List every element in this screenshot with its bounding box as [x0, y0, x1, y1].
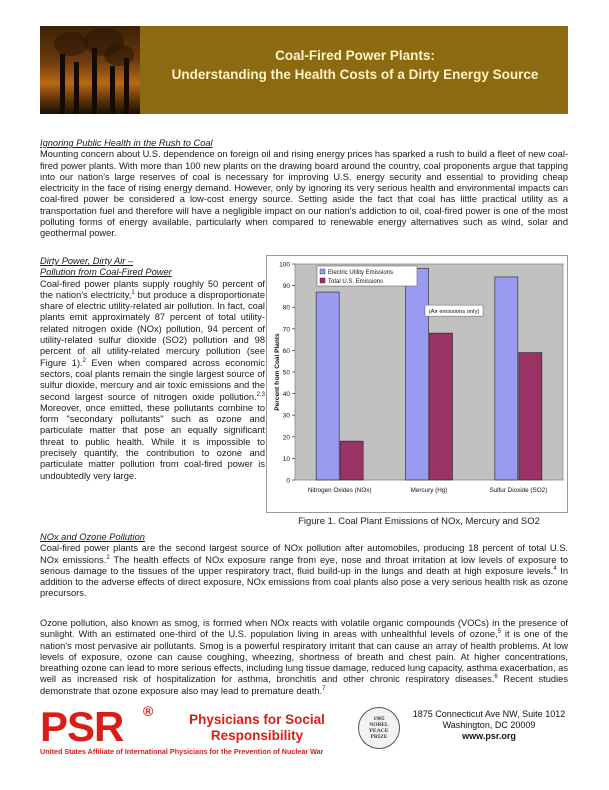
figure-caption: Figure 1. Coal Plant Emissions of NOx, Mercury and SO2	[298, 516, 540, 527]
legend-swatch	[320, 278, 325, 283]
bar-total-us	[430, 333, 453, 480]
y-tick-label: 40	[282, 391, 290, 399]
emissions-chart	[266, 255, 568, 513]
y-tick-label: 20	[282, 434, 290, 442]
org-name-line-2: Responsibility	[210, 728, 304, 743]
y-tick-label: 50	[282, 369, 290, 377]
legend-swatch	[320, 269, 325, 274]
y-axis-label: Percent from Coal Plants	[274, 333, 281, 411]
address-line-2: Washington, DC 20009	[442, 720, 536, 730]
x-tick-label: Sulfur Dioxide (SO2)	[489, 487, 548, 494]
x-tick-label: Nitrogen Oxides (NOx)	[307, 487, 372, 494]
y-tick-label: 10	[282, 455, 290, 463]
intro-section	[40, 138, 568, 240]
y-tick-label: 0	[286, 477, 290, 485]
footnote-ref: 5	[497, 629, 501, 636]
ozone-text-2: it is one of the nation's most pervasive air pollutants. Smog is a powerful respiratory irritant that can cause an array of health problems. At low levels of exposure, ozone can cause coughing, wheezing, shortness of breath and chest pain. At higher concentrations, breathing ozone can lead to more serious effects, including lung tissue damage, reduced lung capacity, asthma exacerbation, as well as increased risk of hospitalization for asthma, bronchitis and other chronic respiratory diseases.	[40, 629, 568, 685]
page-title	[146, 46, 564, 84]
y-tick-label: 30	[282, 412, 290, 420]
title-line-2: Understanding the Health Costs of a Dirty Energy Source	[171, 67, 539, 82]
dirty-power-paragraph	[40, 279, 265, 482]
seal-year: 1985	[373, 715, 385, 722]
dirty-power-heading-2: Pollution from Coal-Fired Power	[40, 267, 172, 278]
header-banner	[40, 26, 568, 114]
intro-heading: Ignoring Public Health in the Rush to Coal	[40, 138, 213, 148]
nox-paragraph	[40, 543, 568, 599]
y-tick-label: 70	[282, 326, 290, 334]
emissions-chart-svg	[267, 256, 567, 512]
dirty-text-2: but produce a disproportionate share of electric utility-related air pollution. In fact, coal plants emit approximately 87 percent of total utility-related nitrogen oxide (NOx) pollution, 94 percent of utility-related sulfur dioxide (SO2) pollution and 98 percent of all utility-related mercury pollution (see Figure 1).	[40, 289, 265, 368]
ozone-paragraph	[40, 618, 568, 697]
chart-annotation: (Air emissions only)	[428, 309, 480, 316]
psr-logo: PSR	[40, 703, 124, 750]
dirty-power-heading-1: Dirty Power, Dirty Air –	[40, 256, 134, 266]
affiliation-text: United States Affiliate of International Physicians for the Prevention of Nuclear War	[40, 747, 324, 756]
ozone-section	[40, 618, 568, 697]
seal-line-1: NOBEL	[369, 721, 389, 728]
footnote-ref: 7	[322, 685, 326, 692]
footnote-ref: 2	[82, 357, 86, 364]
legend-label: Electric Utility Emissions	[328, 270, 394, 276]
intro-paragraph: Mounting concern about U.S. dependence on foreign oil and rising energy prices has sparked a rush to build a fleet of new coal-fired power plants. With more than 100 new plants on the drawing board around the country, coal proponents argue that tapping into our nation's large reserves of coal is necessary for improving U.S. energy security and essential to providing cheap electricity in the face of rising energy demand. However, only by ignoring its very serious health and environmental impacts can coal-fired power be considered a low-cost energy source. Setting aside the fact that coal has little practical utility as a transportation fuel and therefore will have a negligible impact on our nation's addiction to oil, coal-fired power is one of the most polluting forms of energy available, particularly when compared to renewable energy alternatives such as wind, solar and geothermal power.	[40, 149, 568, 239]
nobel-prize-seal	[358, 707, 400, 749]
ozone-text-1: Ozone pollution, also known as smog, is formed when NOx reacts with volatile organic compounds (VOCs) in the presence of sunlight. With an estimated one-third of the U.S. population living in areas with unhealthful levels of ozone,	[40, 618, 568, 640]
dirty-power-section	[40, 256, 265, 482]
nox-text-3: In addition to the adverse effects of direct exposure, NOx emissions from coal plants also pose a very serious health risk as ozone precursors.	[40, 565, 568, 599]
address-line-1: 1875 Connecticut Ave NW, Suite 1012	[412, 709, 566, 719]
address-block	[410, 709, 568, 742]
website-link[interactable]: www.psr.org	[462, 731, 516, 741]
nox-section	[40, 532, 568, 600]
bar-total-us	[519, 353, 542, 480]
nox-text-1: Coal-fired power plants are the second largest source of NOx pollution after automobiles, producing 18 percent of total U.S. NOx emissions.	[40, 543, 568, 565]
footnote-ref: 6	[494, 674, 498, 681]
bar-electric-utility	[316, 292, 339, 480]
title-line-1: Coal-Fired Power Plants:	[275, 48, 435, 63]
y-tick-label: 80	[282, 304, 290, 312]
smokestacks-photo	[40, 26, 140, 114]
dirty-text-3: Even when compared across economic sectors, coal plants remain the single largest source of sulfur dioxide, mercury and air toxic emissions and the second largest source of nitrogen oxide pollution.	[40, 357, 265, 402]
nox-heading: NOx and Ozone Pollution	[40, 532, 145, 542]
y-tick-label: 90	[282, 283, 290, 291]
bar-total-us	[340, 441, 363, 480]
seal-line-2: PEACE	[369, 728, 389, 734]
bar-electric-utility	[495, 277, 518, 480]
y-tick-label: 60	[282, 347, 290, 355]
dirty-text-1: Coal-fired power plants supply roughly 50 percent of the nation's electricity,	[40, 278, 265, 300]
y-tick-label: 100	[279, 261, 290, 269]
legend-label: Total U.S. Emissions	[328, 279, 384, 285]
org-name-line-1: Physicians for Social	[189, 712, 325, 727]
footer	[40, 703, 568, 763]
footnote-ref: 4	[553, 565, 557, 572]
ozone-text-3: Recent studies demonstrate that ozone exposure also may lead to premature death.	[40, 674, 568, 696]
footnote-ref: 2	[106, 554, 110, 561]
nox-text-2: The health effects of NOx exposure range from eye, nose and throat irritation at low levels of exposure to serious damage to the tissues of the upper respiratory tract, fluid build-up in the lungs and death at high exposure levels.	[40, 554, 569, 576]
org-name	[162, 712, 352, 744]
x-tick-label: Mercury (Hg)	[410, 487, 448, 494]
dirty-text-4: Moreover, once emitted, these pollutants combine to form "secondary pollutants" such as ozone and particulate matter that pose an equally significant threat to public health. While it is impossible to precisely quantify, the contribution to ozone and particulate matter pollution from coal-fired power is undoubtedly very large.	[40, 402, 265, 481]
footnote-ref: 2,3	[256, 391, 265, 398]
bar-electric-utility	[406, 268, 429, 480]
footnote-ref: 1	[131, 289, 135, 296]
seal-line-3: PRIZE	[370, 734, 388, 741]
registered-mark: ®	[143, 703, 154, 719]
